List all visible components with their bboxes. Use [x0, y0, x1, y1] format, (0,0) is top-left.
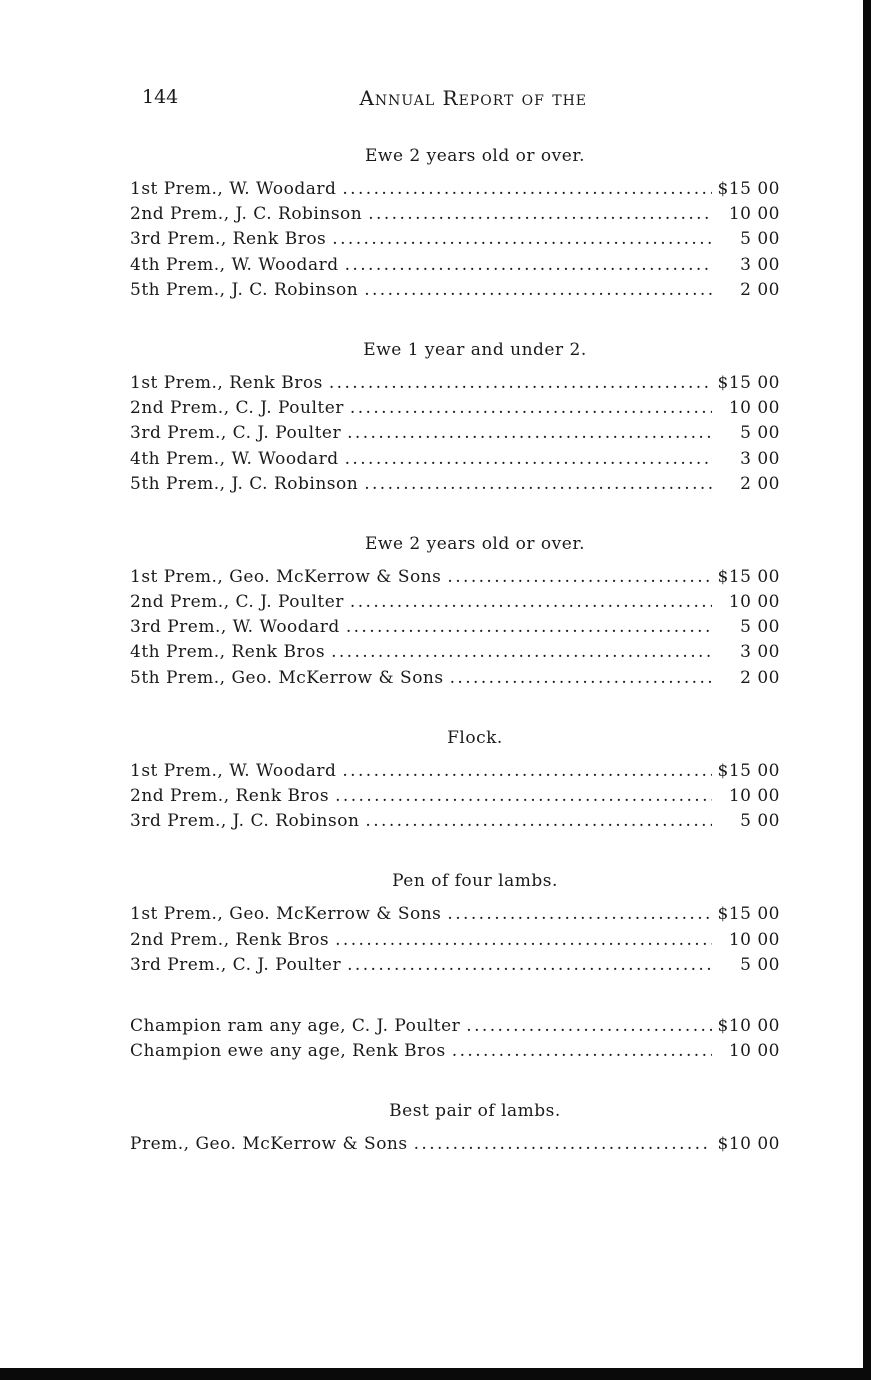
premium-label: 4th Prem., W. Woodard [130, 254, 339, 275]
premium-amount: 10 00 [728, 592, 780, 613]
premium-row [130, 253, 780, 278]
dot-leader [331, 640, 712, 665]
premium-row [130, 396, 780, 421]
dot-leader [345, 253, 712, 278]
page-header [142, 86, 587, 116]
dot-leader [414, 1132, 712, 1157]
premium-label: 1st Prem., Renk Bros [130, 372, 323, 393]
champions-list [130, 1014, 780, 1064]
section-pen-of-four-lambs [130, 870, 780, 978]
premium-amount: $15 00 [717, 904, 780, 925]
premium-row [130, 640, 780, 665]
premium-row [130, 784, 780, 809]
premium-label: 5th Prem., Geo. McKerrow & Sons [130, 667, 444, 688]
premium-list [130, 145, 780, 1194]
premium-label: 1st Prem., W. Woodard [130, 760, 337, 781]
section-ewe-2-years-second [130, 533, 780, 691]
premium-amount: 3 00 [740, 448, 780, 469]
section-flock [130, 727, 780, 835]
section-title: Ewe 1 year and under 2. [363, 339, 587, 360]
premium-row [130, 177, 780, 202]
premium-label: 3rd Prem., J. C. Robinson [130, 811, 360, 832]
premium-label: 2nd Prem., Renk Bros [130, 929, 330, 950]
premium-amount: $15 00 [717, 372, 780, 393]
section-title: Best pair of lambs. [389, 1101, 561, 1122]
dot-leader [364, 472, 712, 497]
premium-amount: 10 00 [728, 398, 780, 419]
page-number: 144 [142, 86, 179, 108]
dot-leader [364, 278, 712, 303]
dot-leader [347, 421, 712, 446]
premium-amount: 10 00 [728, 786, 780, 806]
premium-label: 1st Prem., Geo. McKerrow & Sons [130, 566, 442, 587]
premium-label: 4th Prem., Renk Bros [130, 642, 326, 663]
dot-leader [335, 928, 712, 953]
premium-row [130, 447, 780, 472]
champion-row [130, 1014, 780, 1039]
premium-row [130, 590, 780, 615]
premium-label: 3rd Prem., Renk Bros [130, 229, 327, 250]
premium-label: 3rd Prem., C. J. Poulter [130, 954, 342, 975]
section-title: Pen of four lambs. [392, 871, 558, 892]
dot-leader [452, 1039, 712, 1064]
scan-border-right [863, 0, 871, 1380]
section-ewe-2-years [130, 145, 780, 303]
premium-row [130, 902, 780, 927]
premium-row [130, 278, 780, 303]
premium-label: 2nd Prem., Renk Bros [130, 786, 330, 806]
premium-row [130, 615, 780, 640]
premium-row [130, 472, 780, 497]
premium-amount: 5 00 [740, 811, 780, 832]
premium-amount: $15 00 [717, 760, 780, 781]
dot-leader [347, 953, 712, 978]
premium-amount: $10 00 [717, 1134, 780, 1155]
dot-leader [450, 666, 712, 691]
section-title: Flock. [447, 727, 503, 748]
premium-label: 2nd Prem., C. J. Poulter [130, 398, 344, 419]
premium-row [130, 759, 780, 784]
champion-label: Champion ewe any age, Renk Bros [130, 1041, 446, 1062]
premium-label: 1st Prem., Geo. McKerrow & Sons [130, 904, 442, 925]
dot-leader [350, 396, 712, 421]
premium-amount: 2 00 [740, 279, 780, 300]
champion-amount: $10 00 [717, 1015, 780, 1036]
champion-label: Champion ram any age, C. J. Poulter [130, 1015, 461, 1036]
section-best-pair-of-lambs [130, 1100, 780, 1157]
premium-label: 2nd Prem., C. J. Poulter [130, 592, 344, 613]
premium-label: 4th Prem., W. Woodard [130, 448, 339, 469]
premium-row [130, 1132, 780, 1157]
premium-amount: 5 00 [740, 617, 780, 638]
dot-leader [345, 447, 712, 472]
premium-label: 3rd Prem., W. Woodard [130, 617, 340, 638]
premium-label: 5th Prem., J. C. Robinson [130, 279, 359, 300]
dot-leader [447, 902, 711, 927]
premium-amount: 5 00 [740, 423, 780, 444]
premium-row [130, 928, 780, 953]
section-title: Ewe 2 years old or over. [365, 533, 585, 554]
section-ewe-1-year [130, 339, 780, 497]
dot-leader [466, 1014, 711, 1039]
premium-amount: 5 00 [740, 229, 780, 250]
dot-leader [346, 615, 712, 640]
premium-amount: 2 00 [740, 667, 780, 688]
dot-leader [350, 590, 712, 615]
premium-label: 3rd Prem., C. J. Poulter [130, 423, 342, 444]
dot-leader [335, 784, 712, 809]
dot-leader [368, 202, 712, 227]
dot-leader [447, 565, 711, 590]
premium-amount: 10 00 [728, 929, 780, 950]
premium-amount: 5 00 [740, 954, 780, 975]
champion-row [130, 1039, 780, 1064]
premium-amount: 3 00 [740, 254, 780, 275]
premium-amount: 3 00 [740, 642, 780, 663]
dot-leader [329, 371, 712, 396]
premium-row [130, 565, 780, 590]
premium-row [130, 421, 780, 446]
premium-row [130, 953, 780, 978]
section-title: Ewe 2 years old or over. [365, 146, 585, 166]
dot-leader [365, 809, 712, 834]
dot-leader [342, 177, 711, 202]
scan-border-bottom [0, 1368, 871, 1380]
premium-label: 2nd Prem., J. C. Robinson [130, 204, 363, 225]
champion-amount: 10 00 [728, 1041, 780, 1062]
premium-label: Prem., Geo. McKerrow & Sons [130, 1134, 408, 1155]
premium-row [130, 809, 780, 834]
premium-row [130, 666, 780, 691]
premium-amount: $15 00 [717, 566, 780, 587]
premium-row [130, 371, 780, 396]
premium-row [130, 227, 780, 252]
premium-label: 1st Prem., W. Woodard [130, 179, 337, 199]
premium-amount: 2 00 [740, 473, 780, 494]
running-head: Annual Report of the [359, 86, 587, 110]
premium-amount: $15 00 [717, 179, 780, 199]
premium-row [130, 202, 780, 227]
dot-leader [342, 759, 711, 784]
premium-amount: 10 00 [728, 204, 780, 225]
premium-label: 5th Prem., J. C. Robinson [130, 473, 359, 494]
dot-leader [332, 227, 712, 252]
